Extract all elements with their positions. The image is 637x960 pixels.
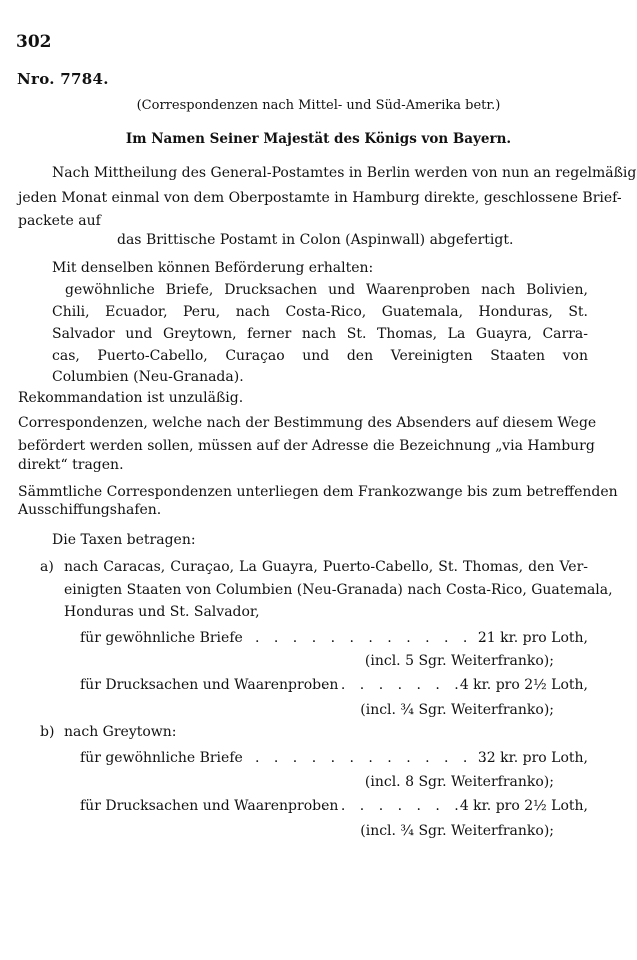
section-a-rate-2-dots: . . . . . . . . xyxy=(322,677,464,693)
section-a-rate-1-note: (incl. 5 Sgr. Weiterfranko); xyxy=(364,653,554,669)
section-a-marker: a) xyxy=(40,559,54,575)
page-number: 302 xyxy=(16,32,52,52)
section-a-rate-2-value: 4 kr. pro 2½ Loth, xyxy=(459,677,588,693)
para2-list-line-2: Chili, Ecuador, Peru, nach Costa-Rico, Guatemala, Honduras, St. xyxy=(52,304,588,320)
section-b-rate-1-dots: . . . . . . . . . . . . . . xyxy=(255,750,511,766)
para5-line-2: Ausschiffungshafen. xyxy=(18,502,162,518)
para4-line-3: direkt“ tragen. xyxy=(18,457,124,473)
para1-line-3: packete auf xyxy=(18,213,101,229)
para2-list-line-4: cas, Puerto-Cabello, Curaçao und den Vereinigten Staaten von xyxy=(52,348,588,364)
section-a-line-3: Honduras und St. Salvador, xyxy=(64,604,260,620)
document-heading: Im Namen Seiner Majestät des Königs von Bayern. xyxy=(125,131,512,147)
section-a-rate-1-dots: . . . . . . . . . . . . . . xyxy=(255,630,511,646)
section-b-rate-1-label: für gewöhnliche Briefe xyxy=(80,750,243,766)
para2-list-line-3: Salvador und Greytown, ferner nach St. Thomas, La Guayra, Carra- xyxy=(52,326,588,342)
document-number: Nro. 7784. xyxy=(17,70,109,88)
para1-line-2: jeden Monat einmal von dem Oberpostamte in Hamburg direkte, geschlossene Brief- xyxy=(18,190,622,206)
para2-list-line-5: Columbien (Neu-Granada). xyxy=(52,369,244,385)
document-subtitle: (Correspondenzen nach Mittel- und Süd-Amerika betr.) xyxy=(136,98,501,113)
section-a-rate-1-value: 21 kr. pro Loth, xyxy=(477,630,588,646)
section-b-marker: b) xyxy=(40,724,55,740)
para3-text: Rekommandation ist unzuläßig. xyxy=(18,390,244,406)
para4-line-2: befördert werden sollen, müssen auf der Adresse die Bezeichnung „via Hamburg xyxy=(18,438,595,454)
section-a-rate-1-label: für gewöhnliche Briefe xyxy=(80,630,243,646)
section-b-rate-2-value: 4 kr. pro 2½ Loth, xyxy=(459,798,588,814)
para1-line-1: Nach Mittheilung des General-Postamtes in Berlin werden von nun an regelmäßig xyxy=(52,165,637,181)
section-b-rate-2-label: für Drucksachen und Waarenproben xyxy=(80,798,339,814)
section-a-line-2: einigten Staaten von Columbien (Neu-Granada) nach Costa-Rico, Guatemala, xyxy=(64,582,613,598)
section-b-line-1: nach Greytown: xyxy=(64,724,177,740)
para4-line-1: Correspondenzen, welche nach der Bestimmung des Absenders auf diesem Wege xyxy=(18,415,597,431)
para5-line-1: Sämmtliche Correspondenzen unterliegen dem Frankozwange bis zum betreffenden xyxy=(18,484,618,500)
section-b-rate-1-note: (incl. 8 Sgr. Weiterfranko); xyxy=(364,774,554,790)
section-b-rate-1-value: 32 kr. pro Loth, xyxy=(477,750,588,766)
taxes-intro: Die Taxen betragen: xyxy=(52,532,196,548)
para1-line-4: das Brittische Postamt in Colon (Aspinwall) abgefertigt. xyxy=(117,232,514,248)
section-a-rate-2-label: für Drucksachen und Waarenproben xyxy=(80,677,339,693)
section-a-line-1: nach Caracas, Curaçao, La Guayra, Puerto-Cabello, St. Thomas, den Ver- xyxy=(64,559,588,575)
para2-intro: Mit denselben können Beförderung erhalten: xyxy=(52,260,374,276)
section-a-rate-2-note: (incl. ¾ Sgr. Weiterfranko); xyxy=(360,702,554,718)
section-b-rate-2-note: (incl. ¾ Sgr. Weiterfranko); xyxy=(360,823,554,839)
section-b-rate-2-dots: . . . . . . . . xyxy=(322,798,464,814)
para2-list-line-1: gewöhnliche Briefe, Drucksachen und Waarenproben nach Bolivien, xyxy=(65,282,588,298)
